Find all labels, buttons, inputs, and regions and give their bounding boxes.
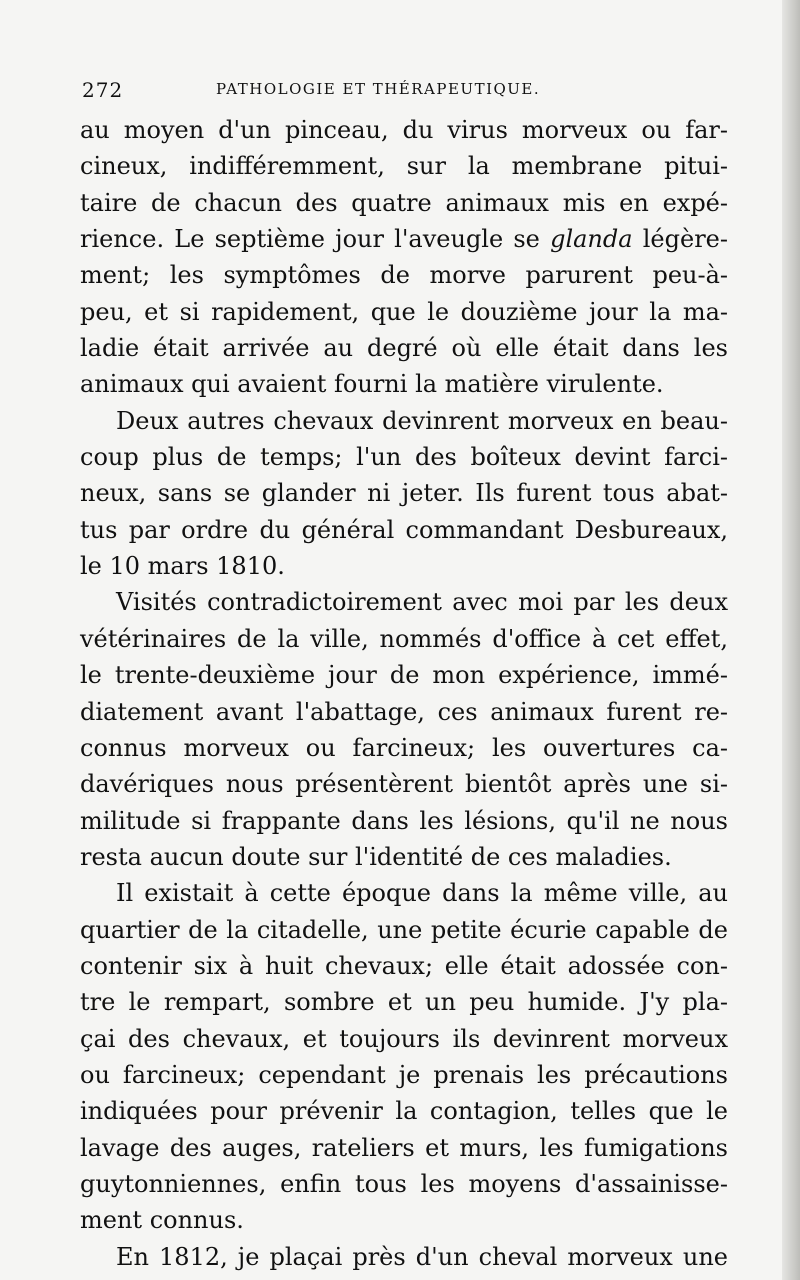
text-line: diatement avant l'abattage, ces animaux furent re- [80, 697, 728, 726]
text-line: Il existait à cette époque dans la même ville, au [116, 879, 728, 908]
text-line: vétérinaires de la ville, nommés d'office à cet effet, [80, 624, 728, 653]
text-line: lavage des auges, rateliers et murs, les fumigations [80, 1133, 728, 1162]
text-line: connus morveux ou farcineux; les ouvertures ca- [80, 733, 728, 762]
italic-word: glanda [550, 225, 633, 254]
text-segment: légère- [642, 225, 728, 254]
text-line: contenir six à huit chevaux; elle était adossée con- [80, 951, 728, 980]
text-line: le trente-deuxième jour de mon expérience, immé- [80, 661, 728, 690]
text-line: ment; les symptômes de morve parurent peu-à- [80, 261, 728, 290]
text-line: neux, sans se glander ni jeter. Ils furent tous abat- [80, 479, 728, 508]
text-line: animaux qui avaient fourni la matière virulente. [80, 370, 664, 399]
text-line: indiquées pour prévenir la contagion, telles que le [80, 1097, 728, 1126]
text-line: çai des chevaux, et toujours ils devinrent morveux [80, 1024, 728, 1053]
text-line: cineux, indifféremment, sur la membrane pitui- [80, 152, 728, 181]
text-line: En 1812, je plaçai près d'un cheval morveux une [116, 1242, 728, 1271]
text-line: au moyen d'un pinceau, du virus morveux ou far- [80, 116, 728, 144]
text-line: ou farcineux; cependant je prenais les précautions [80, 1060, 728, 1089]
text-line: militude si frappante dans les lésions, qu'il ne nous [80, 806, 728, 835]
text-line: davériques nous présentèrent bientôt après une si- [80, 770, 728, 799]
running-head: PATHOLOGIE ET THÉRAPEUTIQUE. [216, 80, 541, 98]
text-line: resta aucun doute sur l'identité de ces maladies. [80, 842, 672, 871]
text-line: peu, et si rapidement, que le douzième jour la ma- [80, 297, 728, 326]
text-line: Visités contradictoirement avec moi par les deux [116, 588, 728, 617]
text-line: ment connus. [80, 1206, 244, 1235]
page-header [82, 78, 722, 100]
text-line: guytonniennes, enfin tous les moyens d'assainisse- [80, 1169, 728, 1198]
text-line: Deux autres chevaux devinrent morveux en beau- [116, 406, 728, 435]
page-number: 272 [82, 78, 124, 102]
body-text [80, 112, 728, 1275]
page-edge-shadow [782, 0, 800, 1280]
text-line: le 10 mars 1810. [80, 552, 285, 581]
text-line: taire de chacun des quatre animaux mis en expé- [80, 188, 728, 217]
text-line: tus par ordre du général commandant Desbureaux, [80, 515, 728, 544]
text-line: coup plus de temps; l'un des boîteux devint farci- [80, 443, 728, 472]
text-line: ladie était arrivée au degré où elle était dans les [80, 334, 728, 363]
text-line: tre le rempart, sombre et un peu humide. J'y pla- [80, 988, 728, 1017]
text-line [80, 221, 728, 257]
text-line: quartier de la citadelle, une petite écurie capable de [80, 915, 728, 944]
text-segment: rience. Le septième jour l'aveugle se [80, 225, 540, 254]
